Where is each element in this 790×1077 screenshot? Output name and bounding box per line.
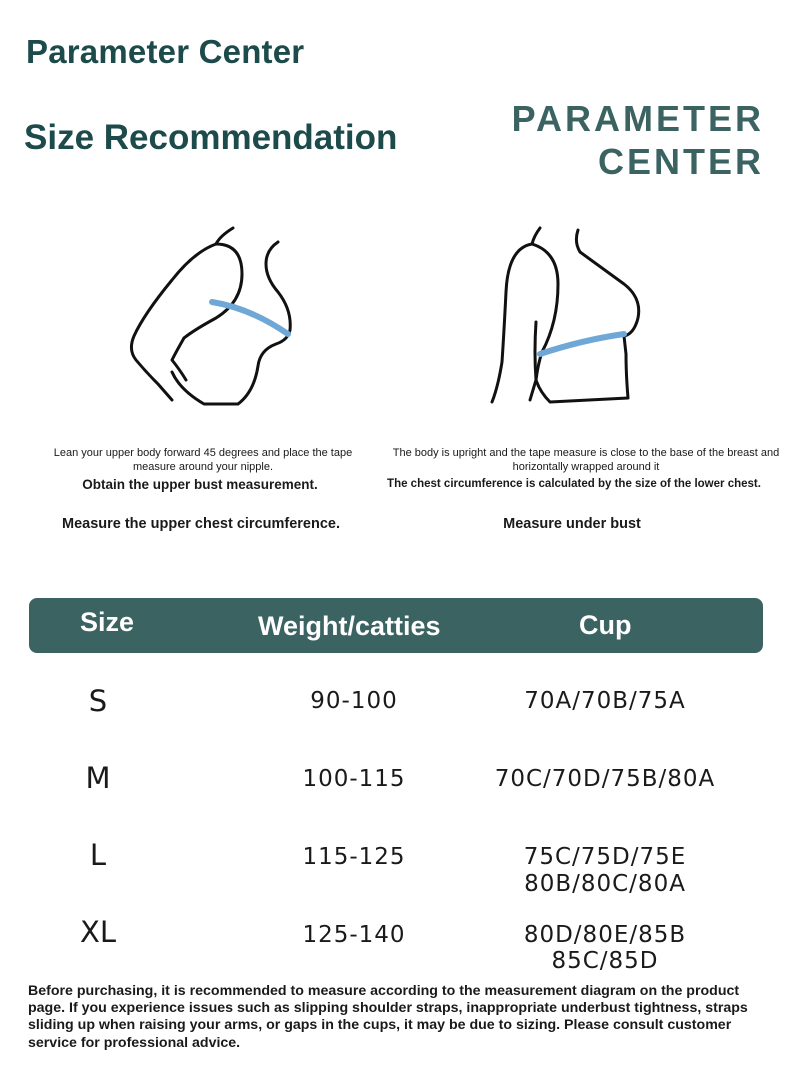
upper-bust-illustration — [120, 222, 300, 412]
row-cup: 80D/80E/85B — [523, 922, 687, 948]
size-table-header — [29, 598, 763, 653]
header-size: Size — [80, 607, 135, 637]
right-figure-head — [532, 228, 540, 244]
left-instruction: Lean your upper body forward 45 degrees and place the tape measure around your nipple. — [53, 447, 353, 473]
row-size: S — [88, 684, 108, 718]
row-weight: 125-140 — [302, 922, 406, 948]
row-cup: 75C/75D/75E — [523, 844, 687, 870]
right-result: The chest circumference is calculated by the size of the lower chest. — [387, 478, 761, 490]
row-size: M — [85, 761, 111, 795]
row-size: XL — [79, 915, 117, 949]
left-measure-label: Measure the upper chest circumference. — [61, 516, 341, 532]
row-cup: 70C/70D/75B/80A — [494, 766, 716, 792]
brand-line-1: PARAMETER — [511, 98, 764, 139]
row-weight: 100-115 — [302, 766, 406, 792]
right-figure-tape — [540, 334, 624, 354]
row-cup: 70A/70B/75A — [524, 688, 686, 714]
right-measure-label: Measure under bust — [503, 516, 641, 532]
left-result: Obtain the upper bust measurement. — [82, 477, 318, 492]
right-figure-shoulder — [530, 244, 558, 400]
left-figure-tape — [212, 302, 288, 334]
row-weight: 90-100 — [310, 688, 398, 714]
section-title: Size Recommendation — [24, 118, 398, 157]
right-figure-waist — [535, 322, 536, 380]
right-figure-arm — [492, 244, 532, 402]
brand-wordmark — [512, 97, 764, 183]
row-size: L — [89, 838, 107, 872]
under-bust-illustration — [478, 222, 648, 412]
header-cup: Cup — [579, 610, 632, 640]
row-cup-line2: 85C/85D — [551, 948, 659, 974]
row-weight: 115-125 — [302, 844, 406, 870]
right-instruction: The body is upright and the tape measure is close to the base of the breast and horizontally wrapped around it — [392, 447, 780, 473]
brand-line-2: CENTER — [597, 141, 764, 182]
left-figure-neck — [216, 228, 233, 244]
header-weight: Weight/catties — [258, 611, 441, 641]
page-title: Parameter Center — [26, 33, 305, 70]
row-cup-line2: 80B/80C/80A — [524, 871, 686, 897]
sizing-advice-note: Before purchasing, it is recommended to measure according to the measurement diagram on the product page. If you experience issues such as slipping shoulder straps, inappropriate underbust tightness, straps sliding up when raising your arms, or gaps in the cups, it may be due to sizing. Please consult customer service for professional advice. — [28, 983, 748, 1051]
